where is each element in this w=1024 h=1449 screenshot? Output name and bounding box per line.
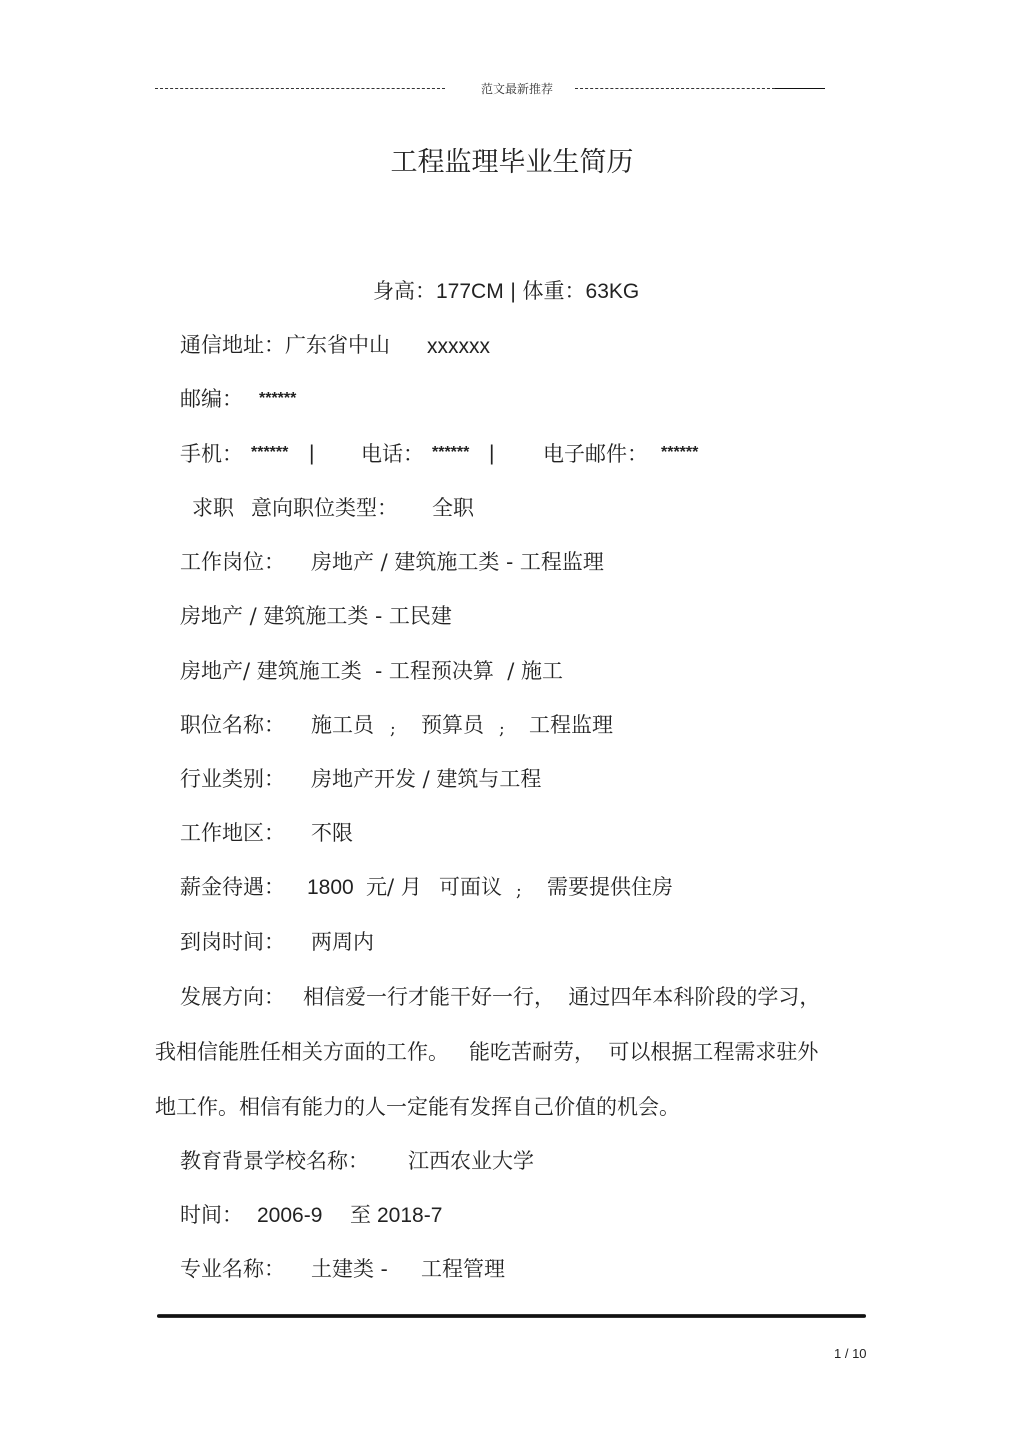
salary-label: 薪金待遇： [180,875,285,899]
mobile-label: 手机： [180,442,243,466]
page-number: 1 / 10 [834,1346,867,1361]
region-value: 不限 [311,821,353,845]
job-type-value: 全职 [432,496,474,520]
phone-value: ****** [432,444,470,461]
postcode-value: ****** [259,390,297,407]
development-line-1: 相信爱一行才能干好一行， 通过四年本科阶段的学习， [303,985,821,1009]
phone-label: 电话： [361,442,424,466]
salary-amount: 1800 [307,876,354,899]
height-weight-line [373,278,639,305]
period-from: 2006-9 [257,1204,323,1227]
position-value-2: 房地产 / 建筑施工类 - 工民建 [180,604,452,628]
arrival-value: 两周内 [311,930,374,954]
header-rule-right-dashed [575,88,775,89]
major-value-1: 土建类 - [311,1257,388,1281]
salary-unit: 元/ 月 [366,875,422,899]
development-label: 发展方向： [180,985,285,1009]
job-title-sep-2: ; [499,719,505,739]
address-label: 通信地址： [180,333,285,357]
position-label: 工作岗位： [180,550,285,574]
salary-sep: ; [516,881,522,901]
email-label: 电子邮件： [543,442,648,466]
salary-negotiable: 可面议 [439,875,502,899]
height-value: 177CM [436,280,504,303]
weight-value: 63KG [585,280,640,303]
postcode-label: 邮编： [180,387,243,411]
contact-sep-2: | [489,442,495,465]
header-text: 范文最新推荐 [481,82,554,96]
header-rule-left [155,88,445,89]
arrival-label: 到岗时间： [180,930,285,954]
email-value: ****** [661,444,699,461]
industry-value: 房地产开发 / 建筑与工程 [311,767,542,791]
document-title: 工程监理毕业生简历 [390,147,634,178]
job-type-label-2: 意向职位类型： [251,496,398,520]
position-value-1: 房地产 / 建筑施工类 - 工程监理 [311,550,604,574]
height-label: 身高： [373,279,436,303]
region-label: 工作地区： [180,821,285,845]
industry-label: 行业类别： [180,767,285,791]
major-label: 专业名称： [180,1257,285,1281]
education-label: 教育背景学校名称： [180,1149,369,1173]
header-rule-right-solid [775,88,825,89]
height-weight-sep: | [510,280,516,303]
address-extra: xxxxxx [427,335,490,358]
period-to: 2018-7 [377,1204,443,1227]
major-value-2: 工程管理 [421,1257,505,1281]
weight-label: 体重： [522,279,586,303]
education-value: 江西农业大学 [408,1149,534,1173]
contact-sep-1: | [309,442,315,465]
job-titles-label: 职位名称： [180,713,285,737]
address-value: 广东省中山 [285,333,390,357]
period-label: 时间： [180,1203,243,1227]
mobile-value: ****** [251,444,289,461]
period-to-word: 至 [350,1203,371,1227]
development-line-3: 地工作。相信有能力的人一定能有发挥自己价值的机会。 [155,1095,680,1119]
salary-housing: 需要提供住房 [547,875,673,899]
job-title-sep-1: ; [390,719,396,739]
address-line [180,332,390,358]
development-line-2: 我相信能胜任相关方面的工作。 能吃苦耐劳， 可以根据工程需求驻外 [155,1040,819,1064]
position-value-3: 房地产/ 建筑施工类 - 工程预决算 / 施工 [180,659,563,683]
job-title-1: 施工员 [311,713,374,737]
job-title-2: 预算员 [421,713,484,737]
footer-rule [157,1314,866,1318]
job-type-label-1: 求职 [192,496,234,520]
job-title-3: 工程监理 [529,713,613,737]
